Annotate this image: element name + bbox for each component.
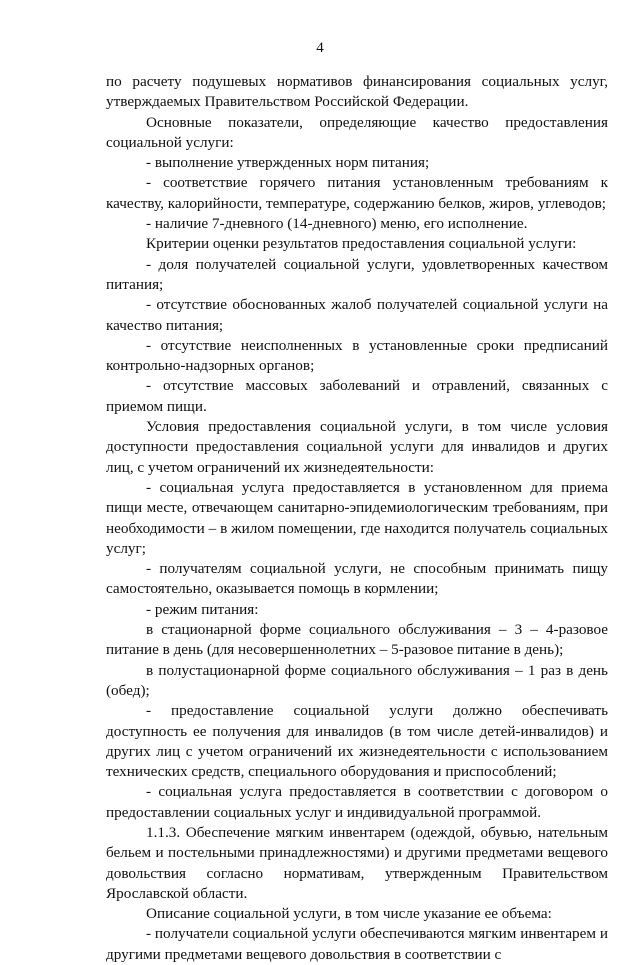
paragraph: Критерии оценки результатов предоставления социальной услуги: bbox=[146, 235, 577, 253]
paragraph: в полустационарной форме социального обслуживания – 1 раз в день (обед); bbox=[106, 661, 608, 699]
paragraph: по расчету подушевых нормативов финансирования социальных услуг, утверждаемых Правительством Российской Федерации. bbox=[106, 73, 608, 111]
paragraph: - отсутствие неисполненных в установленные сроки предписаний контрольно-надзорных органов; bbox=[106, 336, 608, 375]
paragraph: 1.1.3. Обеспечение мягким инвентарем (одеждой, обувью, нательным бельем и постельными принадлежностями) и другими предметами вещевого довольствия согласно нормативам, утвержденным Правительством Ярославской области. bbox=[106, 823, 608, 902]
paragraph: Описание социальной услуги, в том числе указание ее объема: bbox=[146, 905, 552, 923]
paragraph: - предоставление социальной услуги должно обеспечивать доступность ее получения для инвалидов (в том числе детей-инвалидов) и других лиц с учетом ограничений их жизнедеятельности с использованием технических средств, специального оборудования и приспособлений; bbox=[106, 702, 608, 781]
paragraph: - режим питания: bbox=[146, 600, 259, 618]
paragraph: Условия предоставления социальной услуги, в том числе условия доступности предоставления социальной услуги для инвалидов и других лиц, с учетом ограничений их жизнедеятельности: bbox=[106, 418, 608, 476]
paragraph: Основные показатели, определяющие качество предоставления социальной услуги: bbox=[106, 113, 608, 151]
paragraph: - соответствие горячего питания установленным требованиям к качеству, калорийности, температуре, содержанию белков, жиров, углеводов; bbox=[106, 174, 608, 212]
paragraph: - получатели социальной услуги обеспечиваются мягким инвентарем и другими предметами вещевого довольствия в соответствии с bbox=[106, 925, 608, 963]
paragraph: - наличие 7-дневного (14-дневного) меню, его исполнение. bbox=[146, 215, 528, 233]
paragraph: - доля получателей социальной услуги, удовлетворенных качеством питания; bbox=[106, 255, 608, 293]
page-number: 4 bbox=[316, 40, 324, 56]
paragraph: - выполнение утвержденных норм питания; bbox=[146, 154, 430, 172]
paragraph: - социальная услуга предоставляется в установленном для приема пищи месте, отвечающем санитарно-эпидемиологическим требованиям, при необходимости – в жилом помещении, где находится получатель социальных услуг; bbox=[106, 478, 608, 557]
paragraph: - отсутствие массовых заболеваний и отравлений, связанных с приемом пищи. bbox=[106, 377, 608, 415]
paragraph: - отсутствие обоснованных жалоб получателей социальной услуги на качество питания; bbox=[106, 296, 608, 334]
document-body bbox=[106, 72, 608, 965]
paragraph: в стационарной форме социального обслуживания – 3 – 4-разовое питание в день (для несовершеннолетних – 5-разовое питание в день); bbox=[106, 621, 608, 659]
paragraph: - получателям социальной услуги, не способным принимать пищу самостоятельно, оказывается помощь в кормлении; bbox=[106, 560, 608, 598]
paragraph: - социальная услуга предоставляется в соответствии с договором о предоставлении социальных услуг и индивидуальной программой. bbox=[106, 783, 608, 821]
